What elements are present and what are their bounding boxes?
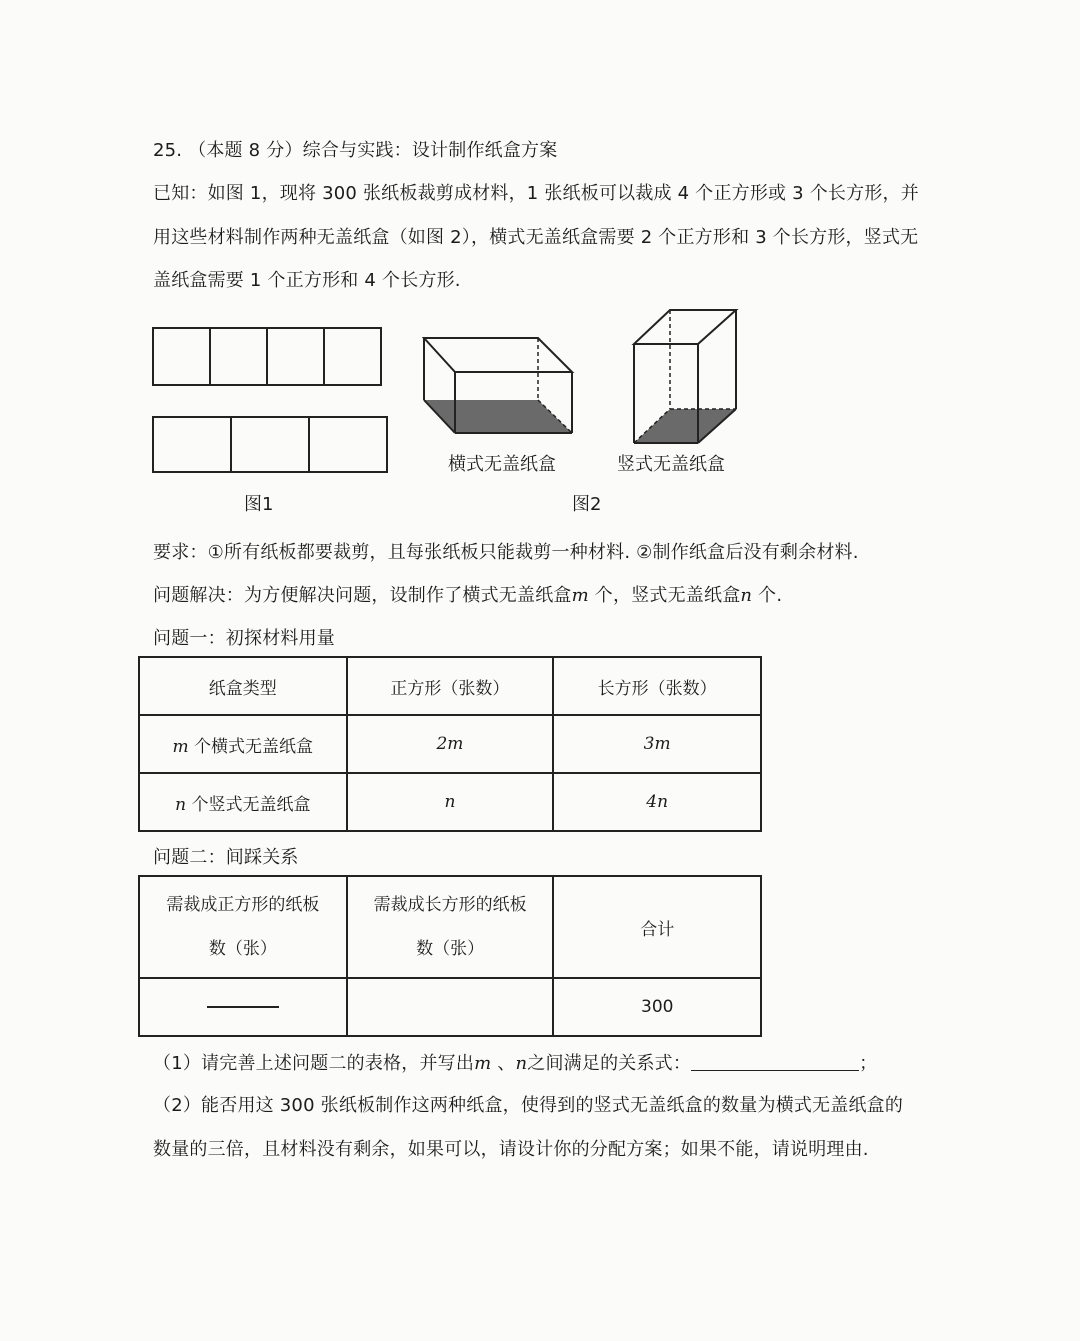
horizontal-box-base (424, 400, 572, 433)
problem-2-heading: 问题二：间踩关系 (153, 847, 299, 868)
table-cell: 4n (553, 773, 761, 831)
requirements-text: 要求：①所有纸板都要裁剪，且每张纸板只能裁剪一种材料. ②制作纸盒后没有剩余材料. (153, 542, 859, 563)
table-row (139, 978, 761, 1036)
answer-blank-cell[interactable] (139, 978, 347, 1036)
table-header-cell: 纸盒类型 (139, 657, 347, 715)
var-n: n (740, 585, 753, 606)
answer-empty-cell[interactable] (347, 978, 554, 1036)
table-row (139, 715, 761, 773)
given-line-1: 已知：如图 1，现将 300 张纸板裁剪成材料，1 张纸板可以裁成 4 个正方形或 3 个长方形，并 (153, 183, 919, 204)
table-cell: 2m (347, 715, 554, 773)
figure-1-cardboard-diagram (150, 325, 390, 477)
problem-1-table (138, 656, 762, 832)
subquestion-2-line-1: （2）能否用这 300 张纸板制作这两种纸盒，使得到的竖式无盖纸盒的数量为横式无盖纸盒的 (153, 1095, 904, 1116)
four-squares-board (153, 328, 381, 385)
three-rectangles-board (153, 417, 387, 472)
table-cell: n (347, 773, 554, 831)
vertical-box-base (634, 409, 736, 443)
vertical-box-figure (630, 306, 742, 446)
table-header-cell: 需裁成正方形的纸板 数（张） (139, 876, 347, 978)
table-header-row (139, 657, 761, 715)
answer-blank[interactable] (207, 1006, 279, 1008)
table-header-cell: 需裁成长方形的纸板 数（张） (347, 876, 554, 978)
var-m: m (571, 585, 589, 606)
total-cell: 300 (553, 978, 761, 1036)
relation-answer-blank[interactable] (691, 1070, 859, 1071)
table-cell: m 个横式无盖纸盒 (139, 715, 347, 773)
horizontal-box-figure (420, 334, 576, 438)
table-header-cell: 合计 (553, 876, 761, 978)
problem-solving-text: 问题解决：为方便解决问题，设制作了横式无盖纸盒m 个，竖式无盖纸盒n 个. (153, 585, 783, 606)
problem-2-table (138, 875, 762, 1037)
table-header-cell: 长方形（张数） (553, 657, 761, 715)
horizontal-box-label: 横式无盖纸盒 (448, 454, 556, 475)
table-cell: 3m (553, 715, 761, 773)
question-title: 25. （本题 8 分）综合与实践：设计制作纸盒方案 (153, 140, 558, 161)
subquestion-2-line-2: 数量的三倍，且材料没有剩余，如果可以，请设计你的分配方案；如果不能，请说明理由. (153, 1139, 869, 1160)
table-header-cell: 正方形（张数） (347, 657, 554, 715)
subquestion-1: （1）请完善上述问题二的表格，并写出m 、n之间满足的关系式： ； (153, 1053, 878, 1074)
figure-2-caption: 图2 (572, 494, 602, 515)
table-cell: n 个竖式无盖纸盒 (139, 773, 347, 831)
given-line-3: 盖纸盒需要 1 个正方形和 4 个长方形. (153, 270, 461, 291)
given-line-2: 用这些材料制作两种无盖纸盒（如图 2），横式无盖纸盒需要 2 个正方形和 3 个长方形，竖式无 (153, 227, 919, 248)
vertical-box-label: 竖式无盖纸盒 (617, 454, 725, 475)
table-row (139, 773, 761, 831)
table-header-row (139, 876, 761, 978)
problem-1-heading: 问题一：初探材料用量 (153, 628, 335, 649)
figure-1-caption: 图1 (244, 494, 274, 515)
